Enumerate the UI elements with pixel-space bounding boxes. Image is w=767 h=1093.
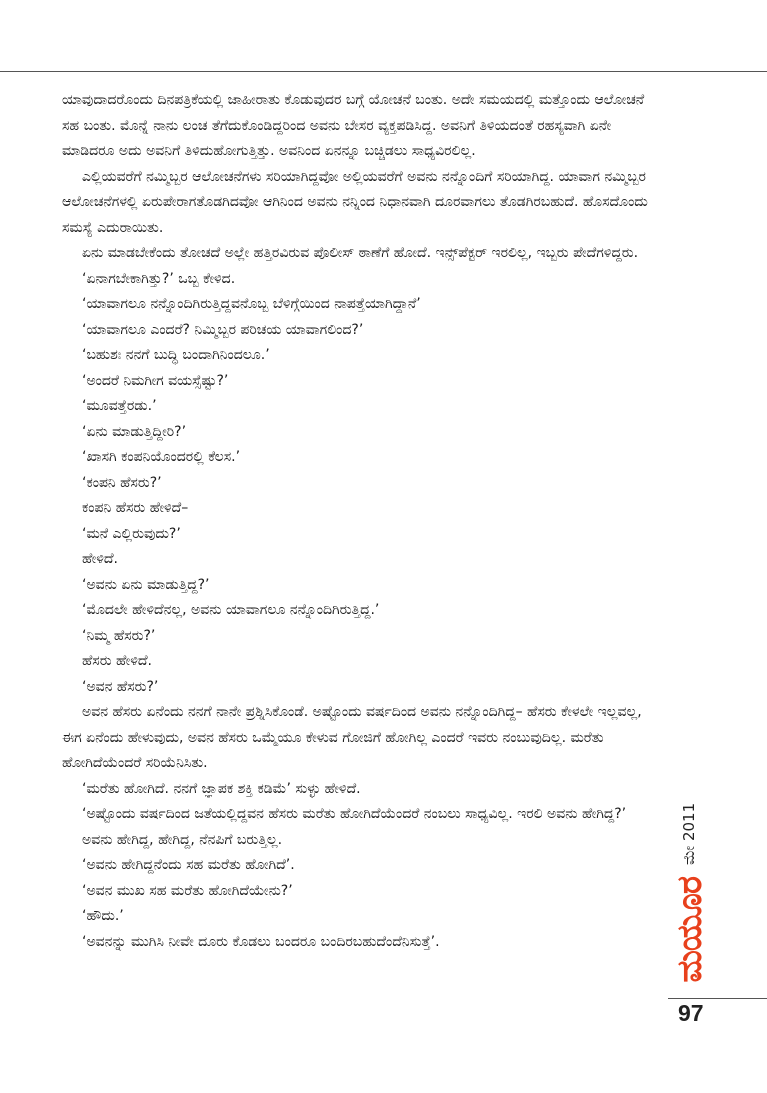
top-divider-rule xyxy=(0,71,767,72)
paragraph: ಹೆಸರು ಹೇಳಿದೆ. xyxy=(82,653,152,669)
paragraph: ‘ಯಾವಾಗಲೂ ನನ್ನೊಂದಿಗಿರುತ್ತಿದ್ದವನೊಬ್ಬ ಬೆಳಿಗ್ಗೆಯಿಂದ ನಾಪತ್ತೆಯಾಗಿದ್ದಾನೆ’ xyxy=(82,296,421,312)
issue-date: ಮೇ 2011 xyxy=(680,802,698,865)
paragraph: ಅವನ ಹೆಸರು ಏನೆಂದು ನನಗೆ ನಾನೇ ಪ್ರಶ್ನಿಸಿಕೊಂಡೆ. ಅಷ್ಟೊಂದು ವರ್ಷದಿಂದ ಅವನು ನನ್ನೊಂದಿಗಿದ್ದ– ಹೆಸರು ಕೇಳಲೇ ಇಲ್ಲವಲ್ಲ, ಈಗ ಏನೆಂದು ಹೇಳುವುದು, ಅವನ ಹೆಸರು ಒಮ್ಮೆಯೂ ಕೇಳುವ ಗೋಜಿಗೆ ಹೋಗಿಲ್ಲ ಎಂದರೆ ಇವರು ನಂಬುವುದಿಲ್ಲ. ಮರೆತು ಹೋಗಿದೆಯೆಂದರೆ ಸರಿಯೆನಿಸಿತು. xyxy=(62,704,642,771)
paragraph: ‘ಅಷ್ಟೊಂದು ವರ್ಷದಿಂದ ಜತೆಯಲ್ಲಿದ್ದವನ ಹೆಸರು ಮರೆತು ಹೋಗಿದೆಯೆಂದರೆ ನಂಬಲು ಸಾಧ್ಯವಿಲ್ಲ. ಇರಲಿ ಅವನು ಹೇಗಿದ್ದ?’ xyxy=(82,806,627,822)
footer-divider-rule xyxy=(668,998,767,999)
paragraph: ‘ಖಾಸಗಿ ಕಂಪನಿಯೊಂದರಲ್ಲಿ ಕೆಲಸ.’ xyxy=(82,449,241,465)
paragraph: ‘ನಿಮ್ಮ ಹೆಸರು?’ xyxy=(82,627,156,644)
paragraph: ಯಾವುದಾದರೊಂದು ದಿನಪತ್ರಿಕೆಯಲ್ಲಿ ಜಾಹೀರಾತು ಕೊಡುವುದರ ಬಗ್ಗೆ ಯೋಚನೆ ಬಂತು. ಅದೇ ಸಮಯದಲ್ಲಿ ಮತ್ತೊಂದು ಆಲೋಚನೆ ಸಹ ಬಂತು. ಮೊನ್ನೆ ನಾನು ಲಂಚ ತೆಗೆದುಕೊಂಡಿದ್ದರಿಂದ ಅವನು ಬೇಸರ ವ್ಯಕ್ತಪಡಿಸಿದ್ದ. ಅವನಿಗೆ ತಿಳಿಯದಂತೆ ರಹಸ್ಯವಾಗಿ ಏನೇ ಮಾಡಿದರೂ ಅದು ಅವನಿಗೆ ತಿಳಿದುಹೋಗುತ್ತಿತ್ತು. ಅವನಿಂದ ಏನನ್ನೂ ಬಚ್ಚಿಡಲು ಸಾಧ್ಯವಿರಲಿಲ್ಲ. xyxy=(62,92,645,159)
paragraph: ‘ಹೌದು.’ xyxy=(82,908,124,924)
paragraph: ‘ಅವನ ಮುಖ ಸಹ ಮರೆತು ಹೋಗಿದೆಯೇನು?’ xyxy=(82,882,293,899)
paragraph: ‘ಮರೆತು ಹೋಗಿದೆ. ನನಗೆ ಜ್ಞಾಪಕ ಶಕ್ತಿ ಕಡಿಮೆ’ ಸುಳ್ಳು ಹೇಳಿದೆ. xyxy=(82,780,361,797)
paragraph: ‘ಯಾವಾಗಲೂ ಎಂದರೆ? ನಿಮ್ಮಿಬ್ಬರ ಪರಿಚಯ ಯಾವಾಗಲಿಂದ?’ xyxy=(82,321,364,338)
paragraph: ‘ಅವನು ಹೇಗಿದ್ದನೆಂದು ಸಹ ಮರೆತು ಹೋಗಿದೆ’. xyxy=(82,857,295,873)
paragraph: ‘ಅಂದರೆ ನಿಮಗೀಗ ವಯಸ್ಸೆಷ್ಟು?’ xyxy=(82,372,229,389)
magazine-logo xyxy=(670,868,710,992)
paragraph: ‘ಅವನ ಹೆಸರು?’ xyxy=(82,678,159,695)
paragraph: ‘ಏನು ಮಾಡುತ್ತಿದ್ದೀರಿ?’ xyxy=(82,423,187,440)
paragraph: ‘ಮೂವತ್ತೆರಡು.’ xyxy=(82,398,157,414)
paragraph: ‘ಮನೆ ಎಲ್ಲಿರುವುದು?’ xyxy=(82,525,181,542)
page-number: 97 xyxy=(678,1000,704,1026)
paragraph: ‘ಏನಾಗಬೇಕಾಗಿತ್ತು?’ ಒಬ್ಬ ಕೇಳಿದ. xyxy=(82,270,236,287)
magazine-name: ಮಯೂರ xyxy=(670,877,710,983)
paragraph: ‘ಅವನು ಏನು ಮಾಡುತ್ತಿದ್ದ?’ xyxy=(82,576,210,593)
paragraph: ಅವನು ಹೇಗಿದ್ದ, ಹೇಗಿದ್ದ, ನೆನಪಿಗೆ ಬರುತ್ತಿಲ್ಲ. xyxy=(82,831,283,848)
paragraph: ಕಂಪನಿ ಹೆಸರು ಹೇಳಿದೆ– xyxy=(82,500,189,516)
paragraph: ‘ಬಹುಶಃ ನನಗೆ ಬುದ್ಧಿ ಬಂದಾಗಿನಿಂದಲೂ.’ xyxy=(82,347,270,363)
article-body xyxy=(62,88,660,955)
paragraph: ಹೇಳಿದೆ. xyxy=(82,551,118,567)
paragraph: ‘ಅವನನ್ನು ಮುಗಿಸಿ ನೀವೇ ದೂರು ಕೊಡಲು ಬಂದರೂ ಬಂದಿರಬಹುದೆಂದೆನಿಸುತ್ತೆ’. xyxy=(82,933,440,950)
paragraph: ‘ಮೊದಲೇ ಹೇಳಿದೆನಲ್ಲ, ಅವನು ಯಾವಾಗಲೂ ನನ್ನೊಂದಿಗಿರುತ್ತಿದ್ದ.’ xyxy=(82,602,380,618)
paragraph: ಎಲ್ಲಿಯವರೆಗೆ ನಮ್ಮಿಬ್ಬರ ಆಲೋಚನೆಗಳು ಸರಿಯಾಗಿದ್ದವೋ ಅಲ್ಲಿಯವರೆಗೆ ಅವನು ನನ್ನೊಂದಿಗೆ ಸರಿಯಾಗಿದ್ದ. ಯಾವಾಗ ನಮ್ಮಿಬ್ಬರ ಆಲೋಚನೆಗಳಲ್ಲಿ ಏರುಪೇರಾಗತೊಡಗಿದವೋ ಆಗಿನಿಂದ ಅವನು ನನ್ನಿಂದ ನಿಧಾನವಾಗಿ ದೂರವಾಗಲು ತೊಡಗಿರಬಹುದೆ. ಹೊಸದೊಂದು ಸಮಸ್ಯೆ ಎದುರಾಯಿತು. xyxy=(62,168,648,236)
paragraph: ‘ಕಂಪನಿ ಹೆಸರು?’ xyxy=(82,474,162,491)
paragraph: ಏನು ಮಾಡಬೇಕೆಂದು ತೋಚದೆ ಅಲ್ಲೇ ಹತ್ತಿರವಿರುವ ಪೊಲೀಸ್ ಠಾಣೆಗೆ ಹೋದೆ. ಇನ್ಸ್‌ಪೆಕ್ಟರ್ ಇರಲಿಲ್ಲ, ಇಬ್ಬರು ಪೇದೆಗಳಿದ್ದರು. xyxy=(82,245,639,261)
